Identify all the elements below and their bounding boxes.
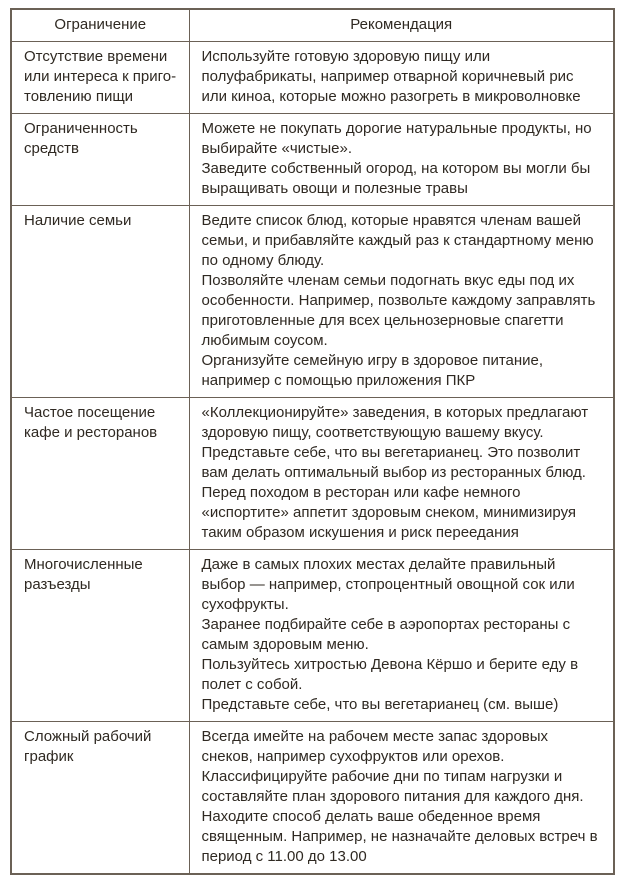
column-header-recommendation: Рекомендация bbox=[189, 9, 614, 42]
recommendation-paragraph: «Коллекционируйте» заведения, в которых предлагают здоровую пищу, соответствующую вашему вкусу. bbox=[201, 404, 589, 441]
table-row bbox=[11, 722, 614, 875]
limitation-line: Ограниченность bbox=[24, 120, 138, 137]
recommendation-paragraph: Можете не покупать дорогие натуральные продукты, но выбирайте «чистые». bbox=[201, 120, 592, 157]
column-header-limitation: Ограничение bbox=[11, 9, 189, 42]
recommendation-cell bbox=[189, 206, 614, 398]
limitation-cell bbox=[11, 42, 189, 114]
limitation-line: разъезды bbox=[24, 576, 91, 593]
recommendation-paragraph: Всегда имейте на рабочем месте запас здоровых снеков, например сухофруктов или орехов. bbox=[201, 728, 549, 765]
limitation-cell bbox=[11, 722, 189, 875]
recommendation-cell bbox=[189, 722, 614, 875]
limitation-line: график bbox=[24, 748, 74, 765]
recommendation-paragraph: Заранее подбирайте себе в аэропортах рестораны с самым здоровым меню. bbox=[201, 616, 571, 653]
recommendation-paragraph: Представьте себе, что вы вегетарианец (см. выше) bbox=[201, 696, 559, 713]
limitation-line: кафе и ресторанов bbox=[24, 424, 158, 441]
recommendation-cell bbox=[189, 398, 614, 550]
table-row bbox=[11, 42, 614, 114]
header-row bbox=[11, 9, 614, 42]
limitation-cell bbox=[11, 114, 189, 206]
limitation-cell bbox=[11, 550, 189, 722]
limitations-recommendations-table bbox=[10, 8, 615, 875]
recommendation-cell bbox=[189, 550, 614, 722]
recommendation-cell bbox=[189, 114, 614, 206]
recommendation-paragraph: Позволяйте членам семьи подогнать вкус еды под их особенности. Например, позвольте каждому заправлять приготовленные для всех цельнозерновые спагетти любимым соусом. bbox=[201, 272, 596, 349]
limitation-line: или интереса к приго- bbox=[24, 68, 177, 85]
limitation-line: Сложный рабочий bbox=[24, 728, 152, 745]
recommendation-paragraph: Организуйте семейную игру в здоровое питание, например с помощью приложения ПКР bbox=[201, 352, 544, 389]
limitation-line: Частое посещение bbox=[24, 404, 156, 421]
limitation-line: товлению пищи bbox=[24, 88, 134, 105]
table-row bbox=[11, 206, 614, 398]
limitation-line: Многочисленные bbox=[24, 556, 143, 573]
recommendation-paragraph: Заведите собственный огород, на котором вы могли бы выращивать овощи и полезные травы bbox=[201, 160, 591, 197]
recommendation-paragraph: Представьте себе, что вы вегетарианец. Это позволит вам делать оптимальный выбор из ресторанных блюд. bbox=[201, 444, 586, 481]
recommendation-cell bbox=[189, 42, 614, 114]
table-row bbox=[11, 398, 614, 550]
recommendation-paragraph: Используйте готовую здоровую пищу или полуфабрикаты, например отварной коричневый рис или киноа, которые можно разогреть в микроволновке bbox=[201, 48, 581, 105]
recommendation-paragraph: Даже в самых плохих местах делайте правильный выбор — например, стопроцентный овощной сок или сухофрукты. bbox=[201, 556, 575, 613]
recommendation-paragraph: Ведите список блюд, которые нравятся членам вашей семьи, и прибавляйте каждый раз к стандартному меню по одному блюду. bbox=[201, 212, 594, 269]
recommendation-paragraph: Классифицируйте рабочие дни по типам нагрузки и составляйте план здорового питания для каждого дня. bbox=[201, 768, 584, 805]
table-header bbox=[11, 9, 614, 42]
table-row bbox=[11, 114, 614, 206]
table-body bbox=[11, 42, 614, 875]
limitation-line: Наличие семьи bbox=[24, 212, 132, 229]
limitation-line: Отсутствие времени bbox=[24, 48, 168, 65]
recommendation-paragraph: Перед походом в ресторан или кафе немного «испортите» аппетит здоровым снеком, минимизируя таким образом искушения и риск переедания bbox=[201, 484, 577, 541]
limitation-line: средств bbox=[24, 140, 79, 157]
limitation-cell bbox=[11, 398, 189, 550]
table-row bbox=[11, 550, 614, 722]
recommendation-paragraph: Находите способ делать ваше обеденное время священным. Например, не назначайте деловых встреч в период с 11.00 до 13.00 bbox=[201, 808, 598, 865]
recommendation-paragraph: Пользуйтесь хитростью Девона Кёршо и берите еду в полет с собой. bbox=[201, 656, 579, 693]
limitation-cell bbox=[11, 206, 189, 398]
